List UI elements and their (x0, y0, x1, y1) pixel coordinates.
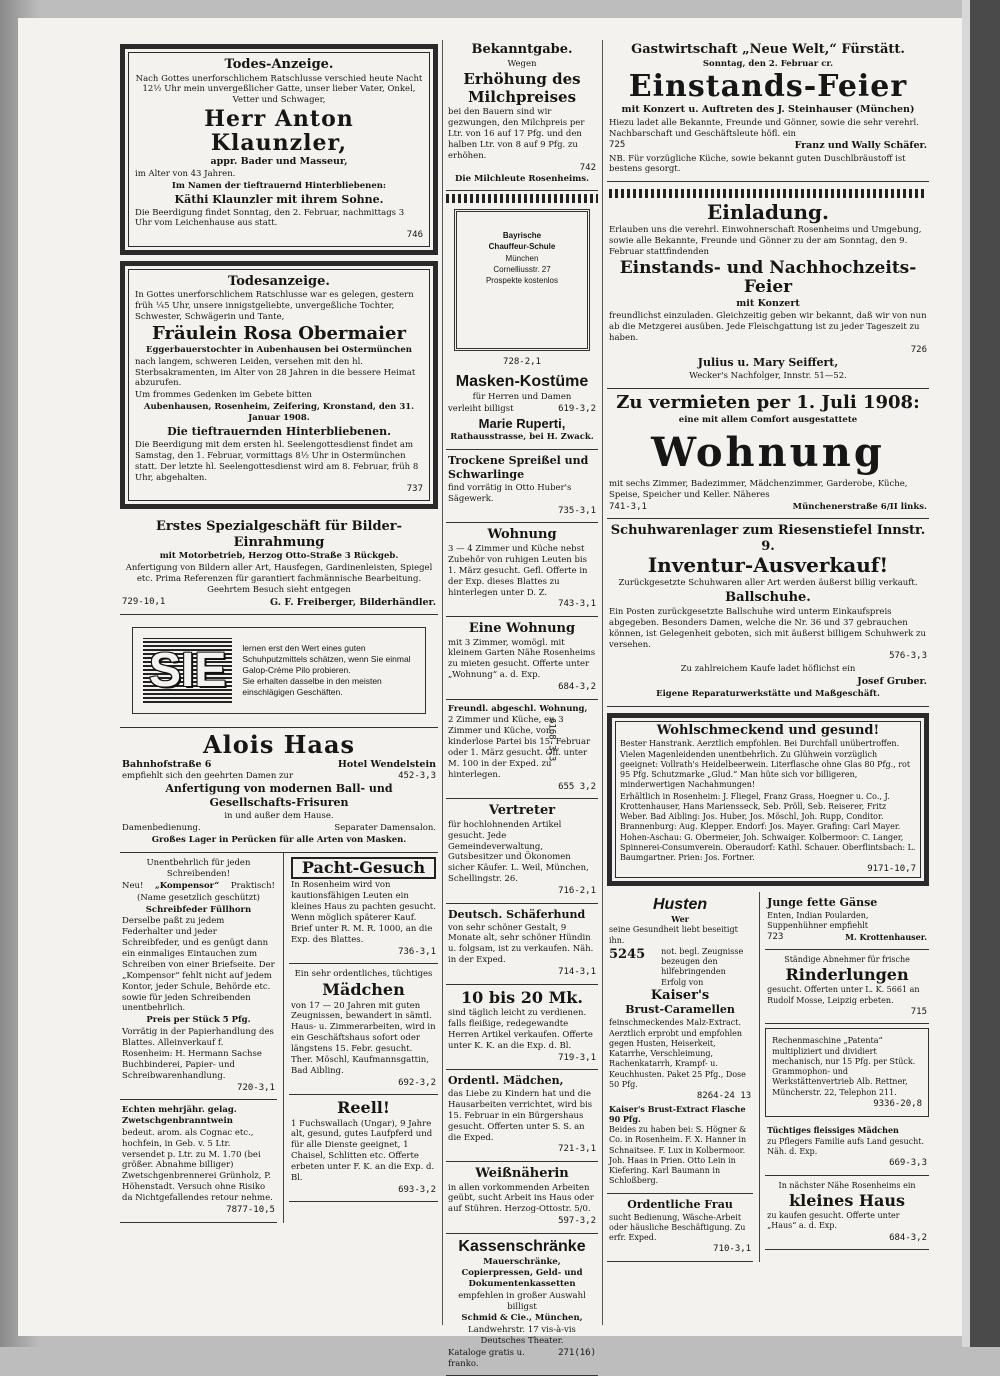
ad-number: 710-3,1 (713, 1244, 752, 1255)
ad-text: zu kaufen gesucht. Offerte unter „Haus“ a. d. Exp. (767, 1211, 900, 1231)
ad-title: kleines Haus (789, 1190, 906, 1210)
notice-text: Nach Gottes unerforschlichem Ratschlusse verschied heute Nacht 12½ Uhr mein unvergeßlicher Gatte, unser lieber Vater, Onkel, Vetter und Schwager, (135, 73, 423, 106)
ad-service: Anfertigung von modernen Ball- und Gesellschafts-Frisuren (165, 782, 393, 810)
prayer: Um frommes Gedenken im Gebete bitten (135, 390, 313, 401)
ad-head: Einstands- und Nachhochzeits-Feier (619, 257, 917, 298)
ad-title: Junge fette Gänse (767, 895, 878, 909)
ad-title: Deutsch. Schäferhund (448, 907, 586, 921)
ad-brand: Kaiser's (650, 987, 710, 1003)
ad-text: mit sechs Zimmer, Badezimmer, Mädchenzimmer, Garderobe, Küche, Speise, Speicher und Keller. Näheres (609, 479, 908, 500)
cs-line-1: Bayrische (502, 231, 542, 241)
ad-text: sind täglich leicht zu verdienen. falls fleißige, redegewandte Herren Artikel verkaufen. Offerte unter K. K. an die Exp. d. Bl. (448, 1008, 593, 1051)
ad-big: Inventur-Ausverkauf! (647, 553, 889, 578)
ad-title: Weißnäherin (475, 1165, 569, 1181)
ad-title: Wohlschmeckend und gesund! (656, 722, 880, 738)
ad-big-num: 5245 (609, 946, 646, 962)
ad-signer: Die Milchleute Rosenheims. (455, 174, 589, 185)
ad-text: für hochlohnenden Artikel gesucht. Jede Gemeindeverwaltung, Gutsbesitzer und Ökonomen sicher Käufer. L. Weil, München, Schellingstr. 26. (448, 819, 589, 885)
ad-number: 729-10,1 (122, 596, 166, 607)
ad-title: Schuhwarenlager zum Riesenstiefel Innstr. 9. (610, 523, 926, 554)
ad-schuhwaren (607, 519, 929, 707)
ad-praktisch: Praktisch! (230, 880, 275, 891)
ad-number: 9336-20,8 (873, 1098, 922, 1109)
ad-intro: Ein sehr ordentliches, tüchtiges (294, 969, 433, 980)
ad-tuechtiges-maedchen (765, 1121, 929, 1175)
death-notice-klaunzler (120, 44, 438, 255)
ad-maedchen (289, 964, 438, 1095)
mourners: Die tieftrauernden Hinterbliebenen. (167, 424, 391, 438)
ad-title: Masken-Kostüme (455, 372, 589, 390)
ad-reell (289, 1095, 438, 1202)
ad-text: mit 3 Zimmer, womögl. mit kleinem Garten Nähe Rosenheims zu mieten gesucht. Offerte unter „Wohnung“ a. d. Exp. (448, 637, 596, 681)
ad-number: 716-2,1 (558, 886, 596, 896)
ad-kleines-haus (765, 1176, 929, 1251)
ad-number: 684-3,2 (889, 1232, 927, 1243)
ad-text: seine Gesundheit liebt beseitigt ihn. (609, 925, 738, 945)
ad-number: 719-3,1 (558, 1052, 596, 1063)
ad-footer: Großes Lager in Perücken für alle Arten von Masken. (151, 835, 407, 846)
ad-number: 619-3,2 (558, 404, 596, 415)
column-middle (446, 38, 598, 1376)
ad-rinderlungen (765, 950, 929, 1025)
ad-text: von sehr schöner Gestalt, 9 Monate alt, sehr schöner Hündin u. folgsam, ist zu verkaufen. Näh. in der Exped. (448, 922, 594, 966)
ad-text: Hiezu ladet alle Bekannte, Freunde und Gönner, sowie die sehr verehrl. Nachbarschaft und Geschäftsleute höfl. ein (609, 117, 919, 139)
ad-title: Eine Wohnung (468, 620, 576, 636)
ad-text: sucht Bedienung, Wäsche-Arbeit oder häusliche Beschäftigung. Zu erfr. Exped. (609, 1212, 746, 1243)
ad-title: 10 bis 20 Mk. (461, 987, 583, 1007)
ad-number: 721-3,1 (558, 1144, 596, 1155)
ad-title: Zu vermieten per 1. Juli 1908: (616, 392, 920, 414)
ad-number: 737 (406, 484, 423, 495)
ad-title: Echten mehrjähr. gelag. Zwetschgenbranntwein (122, 1105, 237, 1126)
ad-title: Bekanntgabe. (471, 42, 573, 57)
sie-headline: SIE (143, 638, 232, 703)
ad-where: in und außer dem Hause. (224, 811, 334, 822)
ad-footer: Eigene Reparaturwerkstätte und Maßgeschäft. (656, 688, 880, 699)
ad-text-2: freundlichst einzuladen. Gleichzeitig geben wir bekannt, daß wir von nun ab die Metzgerei ausüben. Jede Fleischgattung ist zu jeder Tageszeit zu haben. (609, 311, 927, 343)
col3-split-right (759, 892, 929, 1262)
ad-pacht (289, 853, 438, 964)
ad-number: 743-3,1 (558, 599, 596, 610)
ad-number: 746 (406, 230, 423, 241)
ad-text: bedeut. arom. als Cognac etc., hochfein, in Geb. v. 5 Ltr. versendet p. Ltr. zu M. 1.70 (bei größer. Abnahme billiger) Zwetschgenbrennerei Grünholz, P. Höhenstadt. Versuch ohne Risiko da Nichtgefallendes retour nehme. (122, 1127, 273, 1204)
ad-signer: Josef Gruber. (857, 675, 927, 687)
ad-number: 726 (910, 344, 927, 355)
ad-text: bei den Bauern sind wir gezwungen, den Milchpreis per Ltr. von 16 auf 17 Pfg. und den halben Ltr. von 8 auf 9 Pfg. zu erhöhen. (448, 107, 585, 161)
ad-number: 271(16) (558, 1348, 596, 1359)
ad-price: Preis per Stück 5 Pfg. (146, 1015, 251, 1026)
ad-number: 684-3,2 (558, 682, 596, 692)
ad-masken (446, 369, 598, 450)
address-right: Hotel Wendelstein (337, 758, 436, 770)
ad-kassenschraenke (446, 1234, 598, 1376)
ad-head: Erhöhung des Milchpreises (463, 70, 581, 107)
ad-addr: Landwehrstr. 17 vis-à-vis Deutsches Theater. (468, 1325, 576, 1347)
page-edge (962, 0, 970, 1347)
ad-title: Mädchen (322, 980, 405, 1000)
ad-text: empfehlen in großer Auswahl billigst (458, 1290, 586, 1312)
ad-addr: Rathausstrasse, bei H. Zwack. (450, 432, 594, 443)
ad-text: 2 Zimmer und Küche, ev. 3 Zimmer und Küche, von kinderlose Partei bis 15. Februar oder 1. März gesucht. Off. unter M. 100 in der Exped. zu hinterlegen. (448, 715, 591, 780)
ad-addr: Münchenerstraße 6/II links. (792, 501, 927, 512)
ad-dealers: Erhältlich in Rosenheim: J. Fliegel, Franz Grass, Hoegner u. Co., J. Krottenhauser, Hans Mariensseck, Seb. Pröll, Seb. Reiserer, Fritz Weber. Bad Aibling: Jos. Huber, Jos. Möschl, Joh. Rupp, Conditor. Brannenburg: Aug. Klepper. Endorf: Jos. Mayer. Grafing: Carl Mayer. Hohen-Aschau: G. Obermeier, Joh. Schwaiger. Kolbermoor: C. Langer, Spinnerei-Consumverein. Oberaudorf: Kathl. Schauer. Oberflintsbach: L. Baumgartner. Prien: Jos. Fortner. (620, 791, 916, 863)
ad-title: Vertreter (488, 803, 556, 819)
ad-invite: Zu zahlreichem Kaufe ladet höflichst ein (680, 663, 856, 674)
ad-zwetschgen (120, 1100, 277, 1222)
ad-freundl-wohnung (446, 700, 598, 800)
deceased-role: appr. Bader und Masseur, (210, 155, 348, 167)
ad-ordentl-maedchen (446, 1070, 598, 1162)
ad-text: lernen erst den Wert eines guten Schuhputzmittels schätzen, wenn Sie einmal Galop-Crème Pilo probieren. (242, 642, 411, 675)
ad-title: Kassenschränke (458, 1237, 586, 1255)
ad-wohlschmeckend (607, 713, 929, 886)
ad-text: gesucht. Offerten unter L. K. 5661 an Rudolf Mosse, Leipzig erbeten. (767, 985, 920, 1005)
notice-title: Todesanzeige. (228, 273, 330, 289)
ad-neu: Neu! (122, 880, 144, 891)
ad-number: 669-3,3 (889, 1158, 927, 1169)
ad-title: Einstands-Feier (628, 69, 908, 105)
ad-wohnung-1 (446, 523, 598, 616)
ad-text-4: Beides zu haben bei: S. Högner & Co. in Rosenheim. F. X. Hanner in Schnaitsee. F. Lux in Kolbermoor. Joh. Haas in Prien. Otto Lein in Kiefering. Karl Baumann in Schloßberg. (609, 1125, 747, 1186)
ad-vendor: Vorrätig in der Papierhandlung des Blattes. Alleinverkauf f. Rosenheim: H. Hermann Sachse Buchbinderei, Papier- und Schreibwarenhandlung. (122, 1027, 274, 1081)
ad-name: „Kompensor“ (154, 880, 220, 891)
col3-split-left (607, 892, 753, 1262)
ad-kompensor (120, 853, 277, 1100)
column-right (607, 38, 929, 1262)
ad-left: Damenbedienung. (122, 823, 201, 834)
ad-sub: Mauerschränke, Copierpressen, Geld- und Dokumentenkassetten (461, 1257, 583, 1289)
ad-text: Enten, Indian Poularden, Suppenhühner empfiehlt (767, 910, 869, 931)
ad-schaeferhund (446, 904, 598, 985)
ad-number: 576-3,3 (889, 651, 927, 662)
decorative-border (446, 194, 598, 203)
deceased-name: Herr Anton Klaunzler, (204, 106, 354, 157)
ad-title: Husten (652, 895, 708, 913)
ad-right: Separater Damensalon. (334, 823, 436, 834)
col1-split-left (120, 853, 277, 1222)
side-ad-number: 6168-3,3 (546, 718, 557, 762)
ad-title: Ordentl. Mädchen, (448, 1074, 564, 1088)
ad-name: Marie Ruperti, (478, 415, 566, 431)
ad-wer: Wer (671, 914, 689, 925)
ad-number: 714-3,1 (558, 967, 596, 978)
ad-zu-vermieten (607, 389, 929, 519)
ad-number: 736-3,1 (398, 946, 436, 957)
ad-product: Brust-Caramellen (625, 1003, 735, 1017)
mourners-intro: Im Namen der tieftrauernd Hinterbliebenen: (171, 180, 387, 191)
ad-husten (607, 892, 753, 1194)
ad-einstandsfeier (607, 38, 929, 182)
ad-ordentliche-frau (607, 1194, 753, 1262)
ad-title: Wohnung (487, 527, 557, 543)
ad-protected: (Name gesetzlich geschützt) (137, 892, 260, 903)
ad-text: Derselbe paßt zu jedem Federhalter und jeder Schreibfeder, und es genügt dann ein einmaliges Eintauchen zum Schreiben von einer Briefseite. Der „Kompensor“ fehlt nicht auf jedem Kontor, jeder Schule, Behörde etc. sowie für jeden Schreibenden unentbehrlich. (122, 916, 275, 1014)
ad-number: 693-3,2 (398, 1184, 436, 1195)
ad-weissnaeherin (446, 1162, 598, 1234)
col1-split (120, 853, 438, 1222)
ad-signer: Julius u. Mary Seiffert, (697, 356, 839, 370)
ad-picture-framing (120, 515, 438, 615)
notice-text: In Gottes unerforschlichem Ratschlusse war es gelegen, gestern früh ¼5 Uhr, unsere innigstgeliebte, unvergeßliche Tochter, Schwester, Schwägerin und Tante, (135, 290, 414, 323)
book-spine (970, 0, 1000, 1347)
ad-text: in allen vorkommenden Arbeiten geübt, sucht Arbeit ins Haus oder auf Stühren. Herzog-Ottostr. 5/0. (448, 1182, 594, 1215)
address-left: Bahnhofstraße 6 (122, 758, 212, 770)
ad-ball: Ballschuhe. (725, 590, 811, 606)
ad-number: 8264-24 13 (696, 1091, 752, 1102)
ad-title: Pacht-Gesuch (291, 857, 436, 879)
ad-big: Wohnung (651, 428, 885, 476)
death-notice-obermaier (120, 261, 438, 509)
ad-text: Erlauben uns die verehrl. Einwohnerschaft Rosenheims und Umgebung, sowie alle Bekannte, Freunde und Gönner zu der am Sonntag, den 9. Februar stattfindenden (609, 225, 922, 258)
ad-sub: Schreibfeder Füllhorn (145, 904, 252, 915)
ad-intro: Ständige Abnehmer für frische (784, 954, 910, 964)
ad-spreissel (446, 450, 598, 523)
place-date: Aubenhausen, Rosenheim, Zeifering, Kronstand, den 31. Januar 1908. (143, 402, 415, 423)
ad-line: empfiehlt sich den geehrten Damen zur (122, 770, 294, 781)
burial-info: Die Beerdigung mit dem ersten hl. Seelengottesdienst findet am Samstag, den 1. Februar, vormittags 8½ Uhr in Ostermünchen statt. Der letzte hl. Seelengottesdienst wird am 8. Februar, früh 8 Uhr, abgehalten. (135, 439, 419, 483)
ad-konzert: mit Konzert (736, 298, 800, 309)
deceased-age: im Alter von 43 Jahren. (135, 168, 236, 179)
column-rule-2 (602, 40, 603, 1325)
ad-line1: für Herren und Damen (472, 392, 572, 403)
ad-wohnung-2 (446, 617, 598, 700)
ad-title: Reell! (337, 1098, 390, 1118)
ad-title: Tüchtiges fleissiges Mädchen (767, 1125, 899, 1136)
ad-text: 1 Fuchswallach (Ungar), 9 Jahre alt, gesund, gutes Laufpferd und für alle Dienste geeignet, 1 Chaisel, Schlitten etc. Offerte erbeten unter F. K. an die Exp. d. Bl. (290, 1118, 435, 1183)
ad-number: 720-3,1 (237, 1082, 275, 1093)
ad-text-2: Sie erhalten dasselbe in den meisten einschlägigen Geschäften. (242, 676, 382, 698)
ad-sub: Wecker's Nachfolger, Innstr. 51—52. (689, 371, 847, 382)
ad-number: 735-3,1 (558, 505, 596, 516)
ad-top: Unentbehrlich für jeden Schreibenden! (146, 858, 251, 879)
cs-line-5: Prospekte kostenlos (485, 276, 559, 286)
cs-line-4: Cornelliusstr. 27 (493, 264, 551, 274)
ad-number: 597-3,2 (558, 1216, 596, 1227)
ad-title: Alois Haas (202, 730, 356, 760)
ad-text: von 17 — 20 Jahren mit guten Zeugnissen, bewandert in sämtl. Haus- u. Zimmerarbeiten, wird in ein Geschäftshaus sofort oder längstens 15. Febr. gesucht. Ther. Möschl, Kaufmannsgattin, Bad Aibling. (290, 1000, 436, 1076)
ad-cat: Kataloge gratis u. franko. (448, 1348, 525, 1369)
ad-title: Trockene Spreißel und Schwarlinge (448, 454, 589, 482)
ad-date: Sonntag, den 2. Februar cr. (702, 58, 834, 69)
ad-gaense (765, 892, 929, 950)
ad-shoe-polish (120, 615, 438, 728)
ad-number: 741-3,1 (609, 501, 647, 512)
col1-split-right (283, 853, 438, 1222)
ad-number: 715 (910, 1006, 927, 1017)
ad-text: das Liebe zu Kindern hat und die Hausarbeiten verrichtet, wird bis 15. Februar in ein Bürgershaus gesucht. Offerten unter S. S. an die Exped. (448, 1089, 593, 1143)
ad-text: In Rosenheim wird von kautionsfähigen Leuten ein kleines Haus zu pachten gesucht. Wenn möglich späterer Kauf. Brief unter R. M. R. 1000, an die Exp. des Blattes. (290, 880, 436, 945)
ad-text: 3 — 4 Zimmer und Küche nebst Zubehör von ruhigen Leuten bis 1. März gesucht. Gefl. Offerte in der Exp. dieses Blattes zu hinterlegen unter D. Z. (448, 544, 588, 598)
ad-number: 728-2,1 (503, 357, 541, 368)
ad-title: Ordentliche Frau (627, 1197, 733, 1211)
ad-nb: NB. Für vorzügliche Küche, sowie bekannt guten Duschlbräustoff ist bestens gesorgt. (609, 153, 906, 175)
ad-intro: In nächster Nähe Rosenheims ein (778, 1180, 916, 1190)
ad-alois-haas (120, 728, 438, 853)
ad-vertreter (446, 799, 598, 903)
ad-line2: verleiht billigst (448, 404, 514, 415)
ad-text-2: not. begl. Zeugnisse bezeugen den hilfebringenden Erfolg von (661, 946, 744, 987)
ad-extract: Kaiser's Brust-Extract Flasche 90 Pfg. (609, 1103, 746, 1124)
deceased-name: Fräulein Rosa Obermaier (152, 323, 406, 345)
column-rule-1 (442, 40, 443, 1325)
notice-title: Todes-Anzeige. (224, 57, 334, 72)
notice-text-2: nach langem, schweren Leiden, versehen mit den hl. Sterbsakramenten, im Alter von 28 Jahren in die bessere Heimat abzurufen. (135, 356, 416, 389)
ad-text-3: feinschmeckendes Malz-Extract. Aerztlich erprobt und empfohlen gegen Husten, Heiserkeit, Katarrhe, Verschleimung, Rachenkatarrh, Krampf- u. Keuchhusten. Paket 25 Pfg., Dose 50 Pfg. (609, 1018, 746, 1089)
ad-number: 9171-10,7 (867, 864, 916, 875)
ad-number: 742 (579, 162, 596, 173)
cs-line-2: Chauffeur-Schule (488, 242, 556, 252)
ad-signer: Franz und Wally Schäfer. (794, 140, 927, 152)
cs-line-3: München (505, 253, 539, 263)
ad-wegen: Wegen (507, 58, 537, 69)
ad-text: Rechenmaschine „Patenta“ multipliziert und dividiert mechanisch, nur 15 Pfg. per Stück. Grammophon- und Werkstättenvertrieb Alb. Rettner, Müncherstr. 22, Telephon 211. (772, 1036, 916, 1097)
ad-number: 7877-10,5 (226, 1204, 275, 1215)
ad-title: Erstes Spezialgeschäft für Bilder-Einrahmung (155, 518, 403, 550)
ad-signer: M. Krottenhauser. (845, 932, 927, 943)
ad-text: Anfertigung von Bildern aller Art, Hausfegen, Gardinenleisten, Spiegel etc. Prima Referenzen für garantiert fachmännische Bearbeitung. Geehrtem Besuch sieht entgegen (125, 563, 433, 595)
ad-number: 723 (767, 932, 784, 943)
ad-text-2: Ein Posten zurückgesetzte Ballschuhe wird unterm Einkaufspreis abgegeben. Besonders Damen, welche die Nr. 36 und 37 gebrauchen können, ist Gelegenheit geboten, sich mit äußerst billigem Schuhwerk zu versehen. (609, 606, 926, 650)
ad-10-20-mark (446, 985, 598, 1070)
ad-signer: G. F. Freiberger, Bilderhändler. (270, 596, 436, 608)
ad-chauffeur-school (454, 209, 590, 351)
ad-number: 655 3,2 (558, 781, 596, 792)
ad-title: Rinderlungen (785, 965, 909, 985)
ad-einladung (607, 182, 929, 389)
ad-text: Zurückgesetzte Schuhwaren aller Art werden äußerst billig verkauft. (618, 578, 918, 589)
ad-text: Bester Hanstrank. Aerztlich empfohlen. Bei Durchfall unübertroffen. Vielen Magenleidenden unentbehrlich. Zu Glühwein vorzüglich geeignet: Vollrath's Heidelbeerwein. Literflasche ohne Glas 80 Pfg., rot 95 Pfg. Schutzmarke „Glud.“ Man hüte sich vor billigeren, minderwertigen Nachahmungen! (620, 739, 911, 790)
ad-rechenmaschine (765, 1028, 929, 1117)
ad-line: eine mit allem Comfort ausgestattete (678, 414, 858, 425)
ad-number: 452-3,3 (398, 770, 436, 781)
ad-number: 692-3,2 (398, 1077, 436, 1088)
ad-text: zu Pflegers Familie aufs Land gesucht. Näh. d. Exp. (767, 1136, 925, 1156)
ad-number: 725 (609, 140, 626, 151)
deceased-role: Eggerbauerstochter in Aubenhausen bei Ostermünchen (146, 344, 412, 355)
mourners: Käthi Klaunzler mit ihrem Sohne. (174, 192, 384, 206)
ad-text: find vorrätig in Otto Huber's Sägewerk. (448, 483, 572, 505)
ad-top: Gastwirtschaft „Neue Welt,“ Fürstätt. (631, 42, 905, 57)
ad-firm: Schmid & Cie., München, (461, 1313, 583, 1324)
col3-split (607, 892, 929, 1262)
ad-milk-price (446, 38, 598, 191)
ad-line: mit Motorbetrieb, Herzog Otto-Straße 3 Rückgeb. (159, 551, 399, 562)
burial-info: Die Beerdigung findet Sonntag, den 2. Februar, nachmittags 3 Uhr vom Leichenhause aus statt. (135, 207, 405, 229)
decorative-border (609, 189, 927, 198)
ad-sub: mit Konzert u. Auftreten des J. Steinhauser (München) (621, 104, 915, 116)
ad-title: Freundl. abgeschl. Wohnung, (448, 703, 588, 714)
ad-title: Einladung. (707, 200, 829, 225)
